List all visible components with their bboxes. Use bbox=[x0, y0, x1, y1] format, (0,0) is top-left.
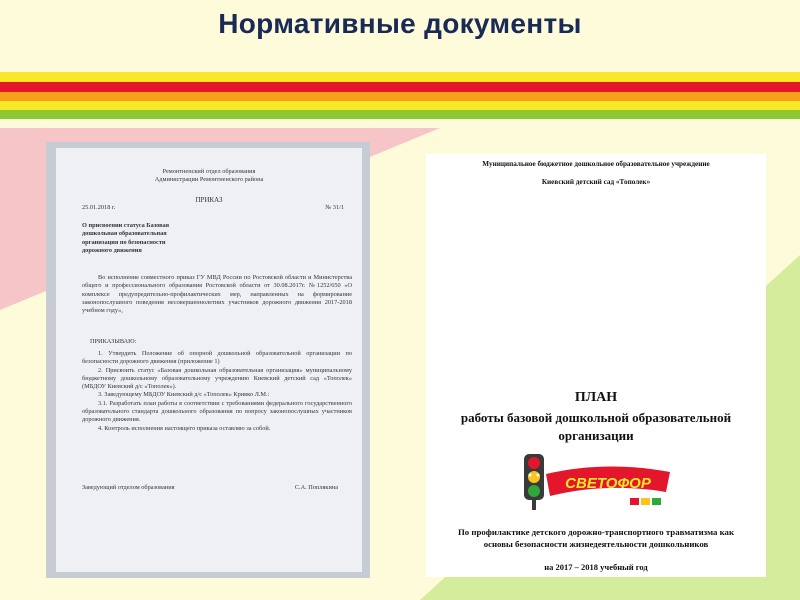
order-item: 2. Присвоить статус «Базовая дошкольная образовательная организация» муниципальному бюджетному дошкольному образовательному учреждению Киевский детский сад «Тополек» (МБДОУ Киевский д/с «Тополек»). bbox=[82, 366, 352, 391]
slide-title: Нормативные документы bbox=[218, 8, 582, 39]
svetofor-logo-icon bbox=[510, 452, 678, 516]
order-item: 3.1. Разработать план работы в соответствии с требованиями федерального государственного образовательного стандарта дошкольного образования по вопросу законопослушных участников дорожного движения. bbox=[82, 399, 352, 424]
order-document-scan bbox=[46, 142, 370, 578]
order-org-line2: Администрации Ремонтненского района bbox=[154, 176, 264, 183]
order-word: ПРИКАЗЫВАЮ: bbox=[90, 338, 137, 345]
order-subject-line: организация по безопасности bbox=[82, 238, 166, 246]
plan-footer-line1: По профилактике детского дорожно-транспортного травматизма как bbox=[457, 527, 735, 537]
order-preamble: Во исполнение совместного приказ ГУ МВД России по Ростовской области и Министерства общего и профессионального образования Ростовской области от 30.08.2017г. №1252/650 «О комплексе предупредительно-профилактических мер, направленных на формирование законопослушного поведения несовершеннолетних участников дорожного движения 2017-2018 учебном году», bbox=[82, 274, 352, 315]
order-subject-line: О присвоении статуса Базовая bbox=[82, 222, 170, 229]
order-date: 25.01.2018 г. bbox=[82, 204, 116, 211]
order-doc-type: ПРИКАЗ bbox=[195, 196, 223, 204]
order-signature-role: Заведующий отделом образования bbox=[82, 484, 175, 491]
stripe-green bbox=[0, 110, 800, 119]
order-number: № 31/1 bbox=[325, 204, 344, 211]
plan-document bbox=[426, 154, 766, 577]
stripe-yellow-2 bbox=[0, 101, 800, 111]
stripe-red bbox=[0, 82, 800, 92]
order-subject-line: дошкольная образовательная bbox=[82, 230, 167, 238]
order-item: 1. Утвердить Положение об опорной дошкольной образовательной организации по безопасности дорожного движения (приложение 1) bbox=[82, 350, 352, 366]
order-subject-line: дорожного движения bbox=[82, 246, 142, 254]
stripe-orange bbox=[0, 92, 800, 102]
plan-kindergarten: Киевский детский сад «Тополек» bbox=[541, 178, 651, 186]
plan-title: ПЛАН bbox=[574, 390, 618, 405]
order-org-line1: Ремонтненский отдел образования bbox=[162, 168, 256, 175]
plan-subtitle-line2: организации bbox=[558, 428, 634, 443]
order-subject bbox=[82, 222, 232, 255]
plan-footer-line2: основы безопасности жизнедеятельности дошкольников bbox=[483, 539, 709, 549]
logo-text: СВЕТОФОР bbox=[565, 475, 651, 492]
order-items bbox=[82, 350, 352, 433]
plan-subtitle-line1: работы базовой дошкольной образовательной bbox=[460, 410, 732, 425]
order-signature-name: С.А. Поплякина bbox=[294, 484, 338, 491]
plan-year: на 2017 – 2018 учебный год bbox=[544, 562, 648, 572]
order-item: 3. Заведующему МБДОУ Киевский д/с «Тополек» Кривко Л.М.: bbox=[98, 391, 270, 399]
order-paper bbox=[56, 148, 362, 572]
plan-institution: Муниципальное бюджетное дошкольное образовательное учреждение bbox=[482, 160, 710, 168]
order-item: 4. Контроль исполнения настоящего приказа оставляю за собой. bbox=[98, 424, 271, 432]
